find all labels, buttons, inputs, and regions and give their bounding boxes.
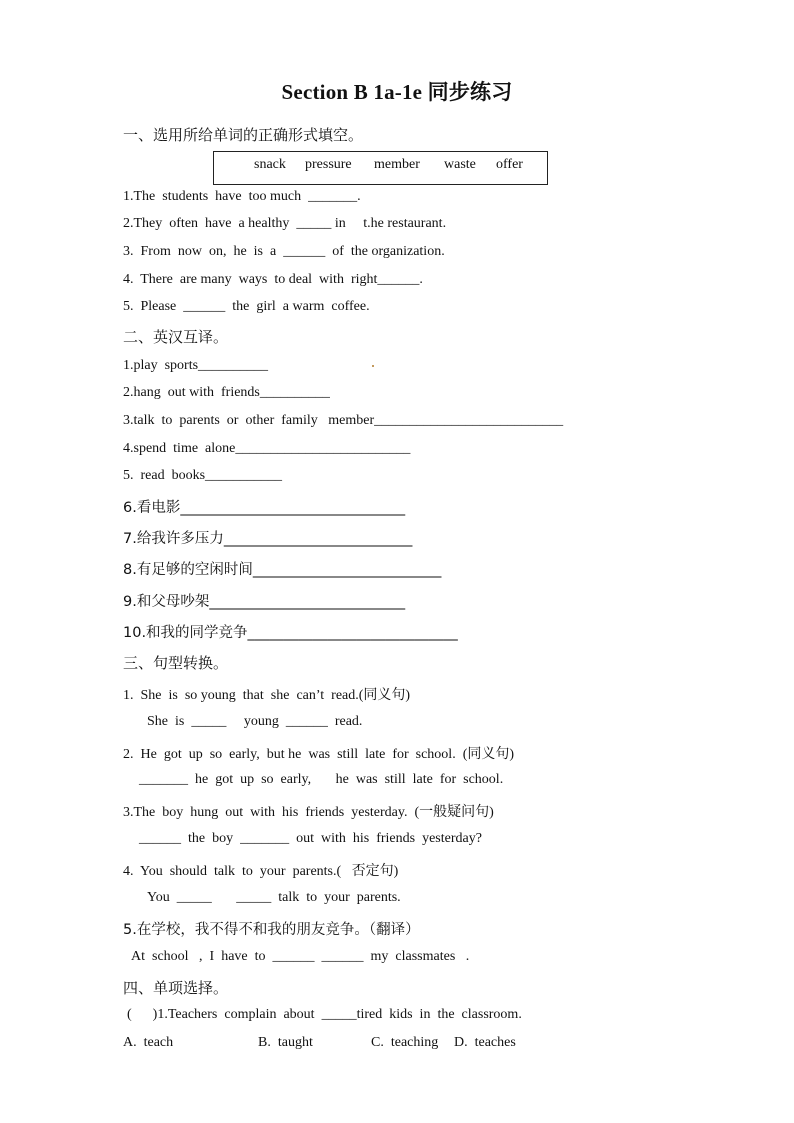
answer-line: She is _____ young ______ read. (147, 714, 363, 729)
question-line: 1. She is so young that she can’t read.(同义句) (123, 688, 411, 703)
question-line: 1.play sports__________ (123, 358, 269, 373)
question-line: 10.和我的同学竞争_____________________________ (123, 625, 458, 641)
question-line: 7.给我许多压力__________________________ (123, 531, 413, 547)
word-bank-box (213, 151, 548, 185)
question-line: 4. There are many ways to deal with right______. (123, 272, 423, 287)
question-line: 2.They often have a healthy _____ in t.he restaurant. (123, 216, 447, 231)
question-line: 9.和父母吵架___________________________ (123, 594, 406, 610)
question-line: 5. Please ______ the girl a warm coffee. (123, 299, 370, 314)
option-d: D. teaches (454, 1035, 516, 1050)
question-line: 6.看电影_______________________________ (123, 500, 406, 516)
question-line: 2. He got up so early, but he was still late for school. (同义句) (123, 747, 515, 762)
question-line: 4.spend time alone_________________________ (123, 441, 411, 456)
word-bank-item: member (374, 157, 420, 172)
question-line: 3. From now on, he is a ______ of the organization. (123, 244, 445, 259)
answer-line: _______ he got up so early, he was still late for school. (139, 772, 504, 787)
word-bank-item: pressure (305, 157, 352, 172)
answer-line: At school , I have to ______ ______ my classmates . (131, 949, 470, 964)
word-bank-item: waste (444, 157, 476, 172)
question-line: 1.The students have too much _______. (123, 189, 361, 204)
question-line: 5.在学校，我不得不和我的朋友竞争。（翻译） (123, 922, 420, 938)
question-line: 4. You should talk to your parents.( 否定句) (123, 864, 399, 879)
option-a: A. teach (123, 1035, 174, 1050)
question-line: 2.hang out with friends__________ (123, 385, 330, 400)
stray-dot (372, 365, 374, 367)
word-bank-item: snack (254, 157, 286, 172)
page-title: Section B 1a-1e 同步练习 (281, 80, 513, 104)
section-heading-2: 二、英汉互译。 (123, 328, 229, 346)
word-bank-item: offer (496, 157, 523, 172)
option-c: C. teaching (371, 1035, 439, 1050)
question-line: ( )1.Teachers complain about _____tired kids in the classroom. (127, 1007, 522, 1022)
question-line: 8.有足够的空闲时间__________________________ (123, 562, 442, 578)
answer-line: ______ the boy _______ out with his friends yesterday? (139, 831, 482, 846)
section-heading-3: 三、句型转换。 (123, 654, 229, 672)
section-heading-1: 一、选用所给单词的正确形式填空。 (123, 126, 364, 144)
question-line: 3.talk to parents or other family member___________________________ (123, 413, 564, 428)
question-line: 5. read books___________ (123, 468, 283, 483)
answer-line: You _____ _____ talk to your parents. (147, 890, 401, 905)
section-heading-4: 四、单项选择。 (123, 979, 229, 997)
option-b: B. taught (258, 1035, 313, 1050)
question-line: 3.The boy hung out with his friends yesterday. (一般疑问句) (123, 805, 494, 820)
